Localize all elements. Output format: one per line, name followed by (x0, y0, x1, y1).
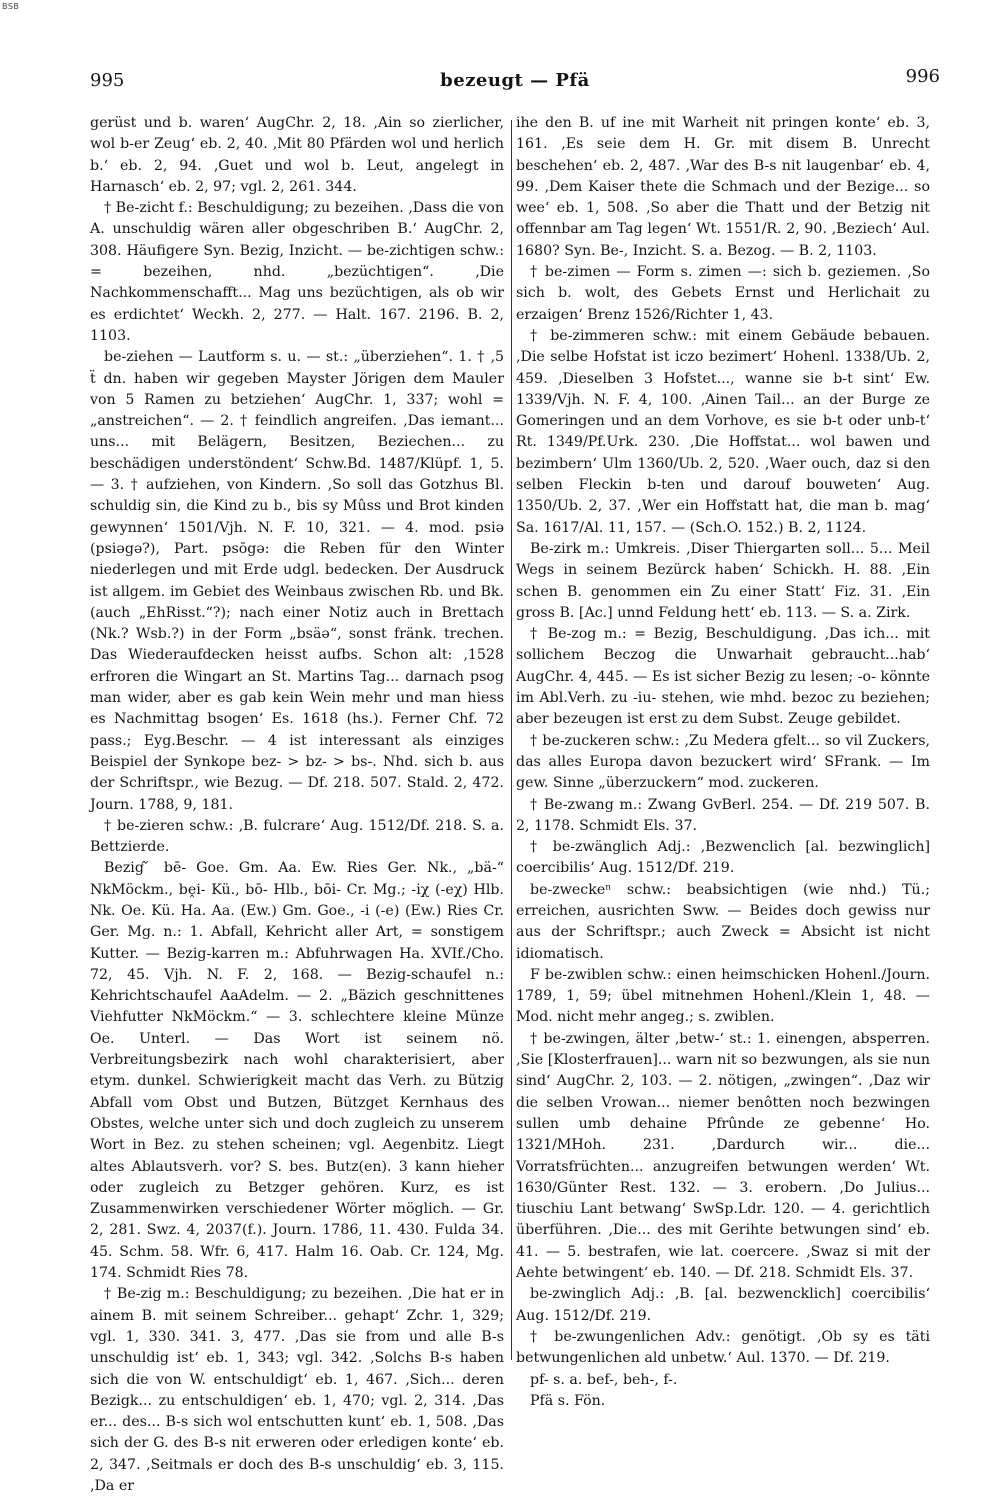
page-header (90, 66, 940, 94)
entry-bezig-m: † Be-zig m.: Beschuldigung; zu bezeihen. ‚Die hat er in ainem B. mit seinem Schreiber... gehapt‘ Zchr. 1, 329; vgl. 1, 330. 341. 3, 477. ‚Das sie from und alle B-s unschuldig ist‘ eb. 1, 343; vgl. 342. ‚Solchs B-s haben sich die von W. entschuldigt‘ eb. 1, 467. ‚Sich... deren Bezigk... zu entschuldigen‘ eb. 1, 470; vgl. 2, 314. ‚Das er... des... B-s sich wol entschutten kunt‘ eb. 1, 508. ‚Das sich der G. des B-s nit erweren oder erledigen konte‘ eb. 2, 347. ‚Seitmals er doch des B-s unschuldig‘ eb. 3, 115. ‚Da er (90, 1286, 504, 1494)
entry-continuation-right: ihe den B. uf ine mit Warheit nit pringen konte‘ eb. 3, 161. ‚Es seie dem H. Gr. mit disem B. Unrecht beschehen‘ eb. 2, 487. ‚War des B-s nit laugenbar‘ eb. 4, 99. ‚Dem Kaiser thete die Schmach und der Bezige... so wee‘ eb. 1, 508. ‚So aber die Thatt und der Betzig nit offennbar am Tag legen‘ Wt. 1551/R. 2, 90. ‚Beziech‘ Aul. 1680? Syn. Be-, Inzicht. S. a. Bezog. — B. 2, 1103. (516, 115, 930, 259)
entry-pfae: Pfä s. Fön. (530, 1392, 606, 1409)
right-column (516, 113, 930, 1409)
entry-bezwingen: † be-zwingen, älter ‚betw-‘ st.: 1. einengen, absperren. ‚Sie [Klosterfrauen]... warn nit so bezwungen, als sie nun sind‘ AugChr. 2, 103. — 2. nötigen, „zwingen“. ‚Daz wir die selben Vrowan... niemer benôtten noch bezwingen sullen umb dehaine Pfrûnde ze gebenne‘ Ho. 1321/MHoh. 231. ‚Dardurch wir... die... Vorratsfrüchten... anzugreifen betwungen werden‘ Wt. 1630/Günter Rest. 132. — 3. erobern. ‚Do Julius... tiuschiu Lant betwang‘ SwSp.Ldr. 120. — 4. gerichtlich überführen. ‚Die... des mit Gerihte betwungen sind‘ eb. 41. — 5. bestrafen, wie lat. coercere. ‚Swaz si mit der Aehte betwingent‘ eb. 140. — Df. 218. Schmidt Els. 37. (516, 1030, 930, 1282)
entry-bezig-n: Bezig ᷉ bē- Goe. Gm. Aa. Ew. Ries Ger. Nk., „bä-“ NkMöckm., bḙi- Kü., bō- Hlb., bōi- Cr. Mg.; -iχ (-eχ) Hlb. Nk. Oe. Kü. Ha. Aa. (Ew.) Gm. Goe., -i (-e) (Ew.) Ries Cr. Ger. Mg. n.: 1. Abfall, Kehricht aller Art, = sonstigem Kutter. — Bezig-karren m.: Abfuhrwagen Ha. XVIf./Cho. 72, 45. Vjh. N. F. 2, 168. — Bezig-schaufel n.: Kehrichtschaufel AaAdelm. — 2. „Bäzich geschnittenes Viehfutter NkMöckm.“ — 3. schlechtere kleine Münze Oe. Unterl. — Das Wort ist seinem nö. Verbreitungsbezirk nach wohl charakterisiert, aber etym. dunkel. Schwierigkeit macht das Verh. zu Bützig Abfall vom Obst und Butzen, Bützget Kernhaus des Obstes, welche unter sich und doch zugleich zu unserem Wort in Bez. zu stehen scheinen; vgl. Aegenbitz. Liegt altes Ablautsverh. vor? S. bes. Butz(en). 3 kann hieher oder zugleich zu Betzger gehören. Kurz, es ist Zusammenwirken verschiedener Wörter möglich. — Gr. 2, 281. Swz. 4, 2037(f.). Journ. 1786, 11. 430. Fulda 34. 45. Schm. 58. Wfr. 6, 417. Halm 16. Oab. Cr. 124, Mg. 174. Schmidt Ries 78. (90, 860, 504, 1282)
entry-bezieren: † be-zieren schw.: ‚B. fulcrare‘ Aug. 1512/Df. 218. S. a. Bettzierde. (90, 817, 504, 856)
entry-bezwang: † Be-zwang m.: Zwang GvBerl. 254. — Df. 219 507. B. 2, 1178. Schmidt Els. 37. (516, 796, 930, 834)
entry-bezwungenlichen: † be-zwungenlichen Adv.: genötigt. ‚Ob sy es täti betwungenlichen ald unbetw.‘ Aul. 1370. — Df. 219. (516, 1328, 930, 1367)
entry-bezimen: † be-zimen — Form s. zimen —: sich b. geziemen. ‚So sich b. wolt, des Gebets Ernst und Herlichait zu erzaigen‘ Brenz 1526/Richter 1, 43. (516, 264, 930, 323)
entry-continuation: gerüst und b. waren‘ AugChr. 2, 18. ‚Ain so zierlicher, wol b-er Zeug‘ eb. 2, 40. ‚Mit 80 Pfärden wol und herlich b.‘ eb. 2, 94. ‚Guet und wol b. Leut, angelegt in Harnasch‘ eb. 2, 97; vgl. 2, 261. 344. (90, 115, 504, 195)
entry-bezirk: Be-zirk m.: Umkreis. ‚Diser Thiergarten soll... 5... Meil Wegs in seinem Bezürck haben‘ Schickh. H. 88. ‚Ein schen B. genommen ein Zu einer Statt‘ Fiz. 31. ‚Ein gross B. [Ac.] unnd Feldung hett‘ eb. 113. — S. a. Zirk. (516, 540, 930, 621)
library-stamp: BSB (2, 2, 20, 11)
entry-bezog: † Be-zog m.: = Bezig, Beschuldigung. ‚Das ich... mit sollichem Beczog die Unwarhait gebraucht...hab‘ AugChr. 4, 445. — Es ist sicher Bezig zu lesen; -o- könnte im Abl.Verh. zu -iu- stehen, wie mhd. bezoc zu beziehen; aber bezeugen ist erst zu dem Subst. Zeuge gebildet. (516, 626, 930, 728)
running-headword: bezeugt — Pfä (440, 70, 590, 91)
entry-bezicht: † Be-zicht f.: Beschuldigung; zu bezeihen. ‚Dass die von A. unschuldig wären aller obgeschriben B.‘ AugChr. 2, 308. Häufigere Syn. Bezig, Inzicht. — be-zichtigen schw.: = bezeihen, nhd. „bezüchtigen“. ‚Die Nachkommenschafft... Mag uns bezüchtigen, als ob wir es erdichtet‘ Weckh. 2, 277. — Halt. 167. 2196. B. 2, 1103. (90, 200, 504, 344)
page-number-right: 996 (905, 66, 940, 87)
entry-bezwiblen: F be-zwiblen schw.: einen heimschicken Hohenl./Journ. 1789, 1, 59; übel mitnehmen Hohenl./Klein 1, 48. — Mod. nicht mehr angeg.; s. zwiblen. (516, 966, 930, 1026)
entry-bezimmeren: † be-zimmeren schw.: mit einem Gebäude bebauen. ‚Die selbe Hofstat ist iczo bezimert‘ Hohenl. 1338/Ub. 2, 459. ‚Dieselben 3 Hofstet..., wanne sie b-t sint‘ Ew. 1339/Vjh. N. F. 4, 100. ‚Ainen Tail... an der Burge ze Gomeringen und an dem Vorhove, es sie b-t oder unb-t‘ Rt. 1349/Pf.Urk. 230. ‚Die Hoffstat... wol bawen und bezimbern‘ Ulm 1360/Ub. 2, 520. ‚Waer ouch, daz si den selben Fleckin b-ten und darouf bouweten‘ Aug. 1350/Ub. 2, 37. ‚Wer ein Hoffstatt hat, die man b. mag‘ Sa. 1617/Al. 11, 157. — (Sch.O. 152.) B. 2, 1124. (516, 327, 930, 536)
left-column (90, 113, 504, 1494)
entry-bezwinglich: be-zwinglich Adj.: ‚B. [al. bezwencklich] coercibilis‘ Aug. 1512/Df. 219. (516, 1286, 930, 1324)
entry-pf: pf- s. a. bef-, beh-, f-. (530, 1371, 678, 1388)
page-number-left: 995 (90, 70, 125, 91)
entry-bezwaenglich: † be-zwänglich Adj.: ‚Bezwenclich [al. bezwinglich] coercibilis‘ Aug. 1512/Df. 219. (516, 839, 930, 877)
dictionary-columns (90, 113, 940, 1494)
entry-bezuckeren: † be-zuckeren schw.: ‚Zu Medera gfelt... so vil Zuckers, das alles Europa davon bezuckert wird‘ SFrank. — Im gew. Sinne „überzuckern“ mod. zuckeren. (516, 732, 930, 792)
entry-beziehen: be-ziehen — Lautform s. u. — st.: „überziehen“. 1. † ‚5 ẗ dn. haben wir gegeben Mayster Jörigen dem Mauler von 5 Ramen zu betziehen‘ AugChr. 1, 337; wohl = „anstreichen“. — 2. † feindlich angreifen. ‚Das iemant... uns... mit Belägern, Besitzen, Beziechen... zu beschädigen understöndent‘ Schw.Bd. 1487/Klüpf. 1, 5. — 3. † aufziehen, von Kindern. ‚So soll das Gotzhus Bl. schuldig sin, die Kind zu b., bis sy Mûss und Brot kinden gewynnen‘ 1501/Vjh. N. F. 10, 321. — 4. mod. psiə (psiəgə?), Part. psōgə: die Reben für den Winter niederlegen und mit Erde udgl. bedecken. Der Ausdruck ist allgem. im Gebiet des Weinbaus zwischen Rb. und Bk. (auch „EhRisst.“?); nach einer Notiz auch in Brettach (Nk.? Wsb.?) in der Form „bsäə“, sonst fränk. trechen. Das Wiederaufdecken heisst aufbs. Schon alt: ‚1528 erfroren die Wingart an St. Martins Tag... darnach psog man wider, aber es gab kein Wein mehr und man hiess es Nachmittag bsogen‘ Es. 1618 (hs.). Ferner Chf. 72 pass.; Eyg.Beschr. — 4 ist interessant als einziges Beispiel der Synkope bez- > bz- > bs-. Nhd. sich b. aus der Schriftspr., wie Bezug. — Df. 218. 507. Stald. 2, 472. Journ. 1788, 9, 181. (90, 349, 504, 813)
entry-bezwecken: be-zweckeⁿ schw.: beabsichtigen (wie nhd.) Tü.; erreichen, ausrichten Sww. — Beides doch gewiss nur aus der Schriftspr.; auch Zweck = Absicht ist nicht idiomatisch. (516, 881, 930, 962)
